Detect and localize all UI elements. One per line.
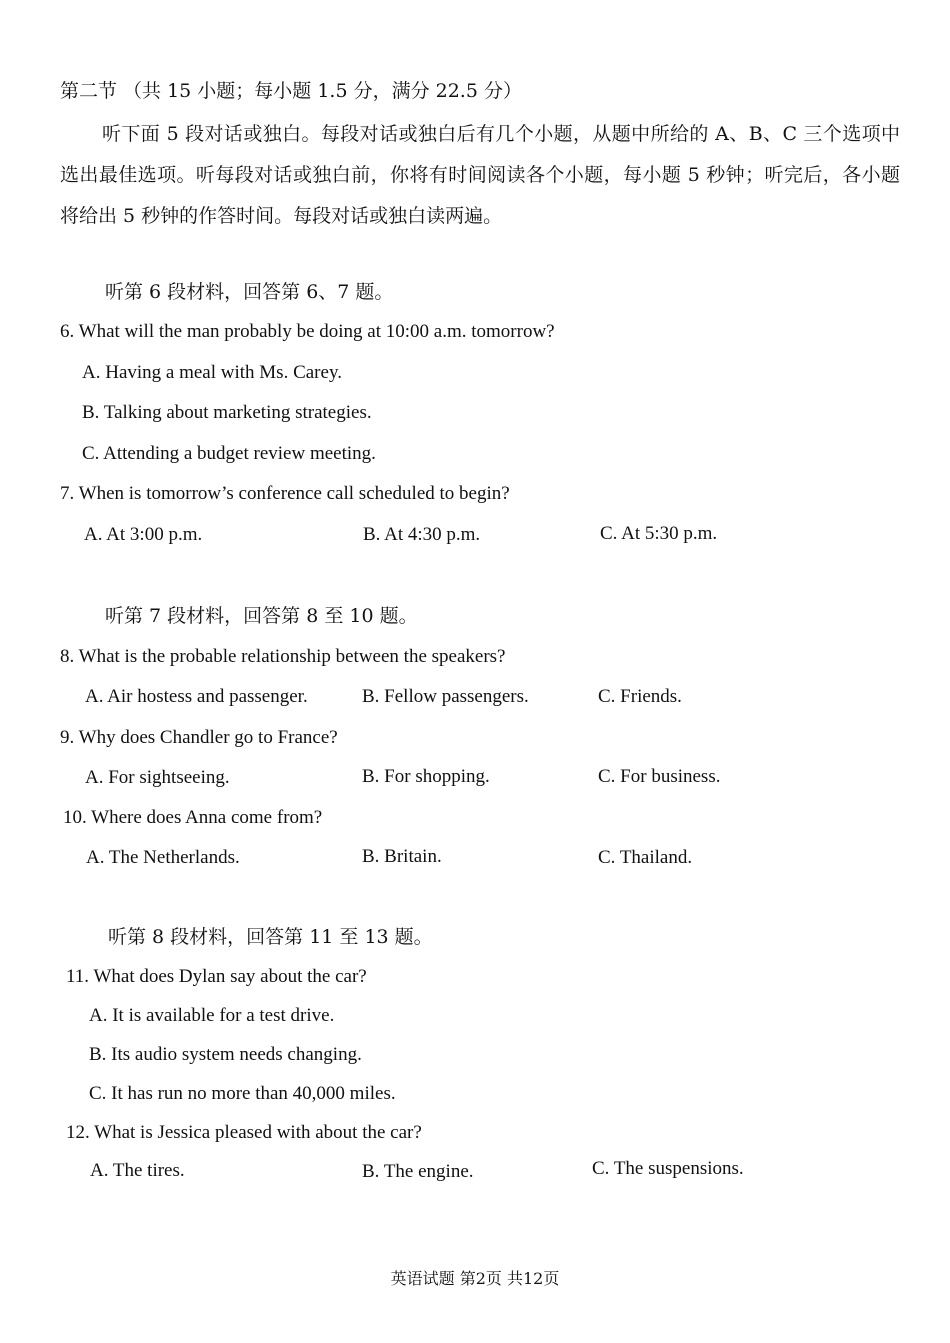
option-b: B. Fellow passengers. [362, 686, 529, 707]
group-header: 听第 7 段材料，回答第 8 至 10 题。 [105, 605, 418, 627]
group-header: 听第 6 段材料，回答第 6、7 题。 [105, 281, 394, 303]
question-stem: 7. When is tomorrow’s conference call scheduled to begin? [60, 483, 510, 504]
option-b: B. For shopping. [362, 766, 490, 787]
option-a: A. The tires. [90, 1160, 185, 1181]
option-c: C. Friends. [598, 686, 682, 707]
option-b: B. The engine. [362, 1161, 474, 1182]
question-stem: 10. Where does Anna come from? [63, 807, 323, 828]
option-c: C. Thailand. [598, 847, 693, 868]
option-c: C. The suspensions. [592, 1158, 744, 1179]
option-c: C. Attending a budget review meeting. [82, 443, 376, 464]
question-stem: 6. What will the man probably be doing at 10:00 a.m. tomorrow? [60, 321, 555, 342]
option-a: A. At 3:00 p.m. [84, 524, 203, 545]
section-title: 第二节 （共 15 小题；每小题 1.5 分，满分 22.5 分） [60, 80, 522, 102]
section-instructions: 听下面 5 段对话或独白。每段对话或独白后有几个小题，从题中所给的 A、B、C 三个选项中选出最佳选项。听每段对话或独白前，你将有时间阅读各个小题，每小题 5 秒钟；听完后，各小题将给出 5 秒钟的作答时间。每段对话或独白读两遍。 [60, 123, 900, 227]
page-footer: 英语试题 第2页 共12页 [390, 1269, 560, 1288]
question-stem: 8. What is the probable relationship between the speakers? [60, 646, 506, 667]
question-stem: 12. What is Jessica pleased with about the car? [66, 1122, 422, 1143]
question-stem: 11. What does Dylan say about the car? [66, 966, 367, 987]
group-header: 听第 8 段材料，回答第 11 至 13 题。 [108, 926, 433, 948]
option-a: A. It is available for a test drive. [89, 1005, 335, 1026]
option-a: A. Having a meal with Ms. Carey. [82, 362, 342, 383]
option-b: B. Talking about marketing strategies. [82, 402, 372, 423]
option-a: A. Air hostess and passenger. [85, 686, 308, 707]
option-b: B. Britain. [362, 846, 442, 867]
option-c: C. At 5:30 p.m. [600, 523, 718, 544]
option-a: A. For sightseeing. [85, 767, 230, 788]
option-b: B. Its audio system needs changing. [89, 1044, 362, 1065]
option-c: C. For business. [598, 766, 721, 787]
option-b: B. At 4:30 p.m. [363, 524, 481, 545]
option-a: A. The Netherlands. [86, 847, 240, 868]
question-stem: 9. Why does Chandler go to France? [60, 727, 338, 748]
option-c: C. It has run no more than 40,000 miles. [89, 1083, 396, 1104]
